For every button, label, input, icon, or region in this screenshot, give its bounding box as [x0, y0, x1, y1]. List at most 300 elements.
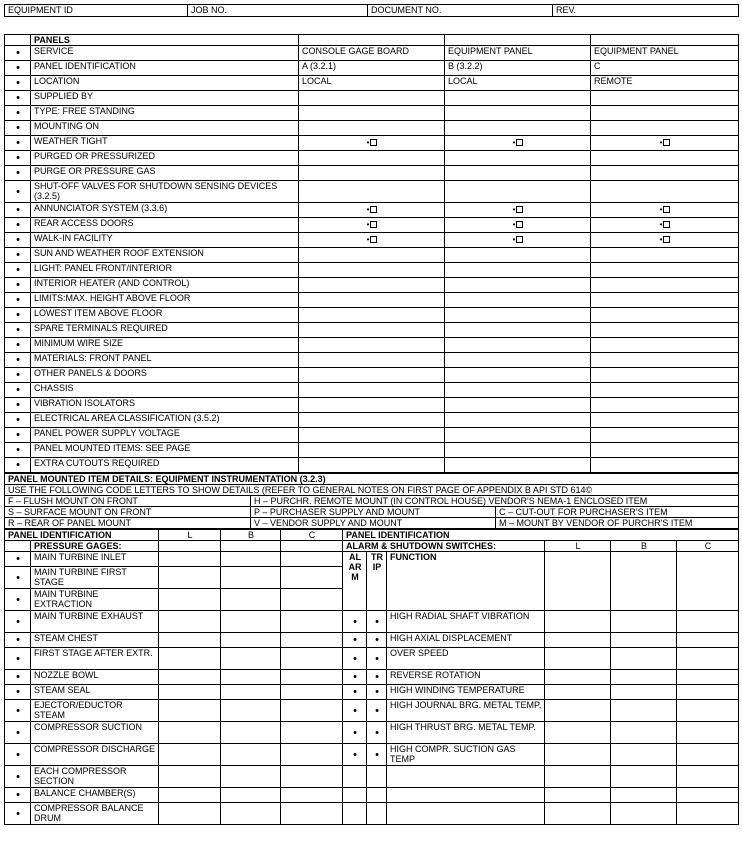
panel-a-value[interactable]	[299, 458, 445, 473]
bullet-icon: •	[5, 700, 31, 722]
alarm-bullet-icon[interactable]: •	[343, 633, 367, 648]
panel-c-value[interactable]	[591, 106, 739, 121]
gage-value[interactable]	[159, 685, 221, 700]
alarm-bullet-icon[interactable]: •	[343, 744, 367, 766]
panels-row-label: PURGE OR PRESSURE GAS	[31, 166, 299, 181]
panels-row	[5, 338, 739, 353]
gage-value[interactable]	[281, 766, 343, 788]
panel-c-value[interactable]	[591, 368, 739, 383]
panels-row	[5, 263, 739, 278]
switch-blank[interactable]	[545, 788, 611, 803]
panel-c-value[interactable]: C	[591, 61, 739, 76]
bullet-icon: •	[5, 323, 31, 338]
panel-a-value[interactable]	[299, 383, 445, 398]
trip-bullet-icon[interactable]: •	[367, 700, 387, 722]
panels-row-label: MOUNTING ON	[31, 121, 299, 136]
gage-value[interactable]	[159, 722, 221, 744]
switches-col-c: C	[677, 541, 739, 552]
panel-c-value[interactable]	[591, 353, 739, 368]
panel-c-value[interactable]	[591, 248, 739, 263]
panels-row-label: MATERIALS: FRONT PANEL	[31, 353, 299, 368]
gage-value[interactable]	[281, 567, 343, 589]
panel-a-value[interactable]	[299, 428, 445, 443]
panel-b-value[interactable]	[445, 218, 591, 233]
bullet-icon: •	[366, 138, 370, 147]
gage-value[interactable]	[221, 567, 281, 589]
gage-value[interactable]	[281, 648, 343, 670]
panels-row	[5, 323, 739, 338]
panel-b-value[interactable]	[445, 248, 591, 263]
gage-value[interactable]	[281, 552, 343, 567]
checkbox-icon[interactable]	[663, 221, 670, 228]
switch-function: HIGH COMPR. SUCTION GAS TEMP	[387, 744, 545, 766]
panel-a-value[interactable]	[299, 203, 445, 218]
gages-row	[5, 722, 739, 744]
gage-value[interactable]	[159, 611, 221, 633]
trip-bullet-icon[interactable]: •	[367, 722, 387, 744]
gage-label: FIRST STAGE AFTER EXTR.	[31, 648, 159, 670]
gage-value[interactable]	[159, 589, 221, 611]
gages-row	[5, 744, 739, 766]
bullet-icon: •	[5, 398, 31, 413]
details-table	[4, 473, 739, 529]
panel-c-value[interactable]	[591, 278, 739, 293]
code-p: P – PURCHASER SUPPLY AND MOUNT	[251, 507, 496, 518]
bullet-icon: •	[5, 106, 31, 121]
switch-value[interactable]	[545, 670, 611, 685]
alarm-bullet-icon[interactable]: •	[343, 670, 367, 685]
bullet-icon: •	[5, 611, 31, 633]
gage-value[interactable]	[221, 589, 281, 611]
panel-b-value[interactable]	[445, 323, 591, 338]
switch-blank[interactable]	[343, 766, 367, 788]
gage-value[interactable]	[159, 803, 221, 825]
switch-blank[interactable]	[387, 788, 545, 803]
panel-a-value[interactable]	[299, 151, 445, 166]
panel-a-value[interactable]	[299, 263, 445, 278]
switch-blank[interactable]	[545, 766, 611, 788]
gage-value[interactable]	[221, 722, 281, 744]
gage-value[interactable]	[221, 685, 281, 700]
switch-blank[interactable]	[611, 788, 677, 803]
gage-value[interactable]	[221, 670, 281, 685]
gage-value[interactable]	[221, 788, 281, 803]
gages-row	[5, 552, 739, 567]
panels-title: PANELS	[31, 35, 299, 46]
panel-c-value[interactable]	[591, 136, 739, 151]
gage-value[interactable]	[281, 803, 343, 825]
checkbox-icon[interactable]	[516, 236, 523, 243]
panel-c-value[interactable]	[591, 323, 739, 338]
panel-a-value[interactable]	[299, 323, 445, 338]
panels-row	[5, 383, 739, 398]
panels-row-label: OTHER PANELS & DOORS	[31, 368, 299, 383]
gage-blank[interactable]	[159, 541, 221, 552]
checkbox-icon[interactable]	[663, 206, 670, 213]
code-v: V – VENDOR SUPPLY AND MOUNT	[251, 518, 496, 529]
panels-row	[5, 308, 739, 323]
panel-b-value[interactable]	[445, 443, 591, 458]
panels-row	[5, 121, 739, 136]
panel-a-value[interactable]	[299, 166, 445, 181]
panel-b-value[interactable]: LOCAL	[445, 76, 591, 91]
panel-b-value[interactable]	[445, 278, 591, 293]
switch-value[interactable]	[611, 722, 677, 744]
alarm-bullet-icon[interactable]: •	[343, 700, 367, 722]
switch-function: HIGH WINDING TEMPERATURE	[387, 685, 545, 700]
panel-a-value[interactable]	[299, 233, 445, 248]
rev-field[interactable]: REV.	[553, 5, 739, 17]
gage-value[interactable]	[159, 567, 221, 589]
switch-value[interactable]	[611, 633, 677, 648]
switch-value[interactable]	[545, 611, 611, 633]
panel-c-value[interactable]	[591, 203, 739, 218]
gage-value[interactable]	[159, 552, 221, 567]
gages-title: PRESSURE GAGES:	[31, 541, 159, 552]
panel-a-value[interactable]	[299, 248, 445, 263]
panel-c-value[interactable]	[591, 218, 739, 233]
switch-function: HIGH AXIAL DISPLACEMENT	[387, 633, 545, 648]
gage-value[interactable]	[281, 611, 343, 633]
checkbox-icon[interactable]	[663, 236, 670, 243]
gage-value[interactable]	[221, 633, 281, 648]
switch-blank[interactable]	[367, 788, 387, 803]
code-m: M – MOUNT BY VENDOR OF PURCHR'S ITEM	[496, 518, 739, 529]
bullet-icon: •	[5, 263, 31, 278]
gage-value[interactable]	[281, 633, 343, 648]
trip-bullet-icon[interactable]: •	[367, 648, 387, 670]
panel-a-value[interactable]	[299, 338, 445, 353]
function-header: FUNCTION	[387, 552, 545, 611]
panels-row	[5, 278, 739, 293]
panel-b-value[interactable]	[445, 308, 591, 323]
gage-label: BALANCE CHAMBER(S)	[31, 788, 159, 803]
switch-value[interactable]	[677, 685, 739, 700]
switch-blank[interactable]	[611, 552, 677, 611]
trip-bullet-icon[interactable]: •	[367, 685, 387, 700]
panel-c-value[interactable]	[591, 263, 739, 278]
panel-a-value[interactable]	[299, 413, 445, 428]
switch-blank[interactable]	[367, 803, 387, 825]
panel-a-value[interactable]	[299, 443, 445, 458]
gages-row	[5, 611, 739, 633]
panels-row-label: REAR ACCESS DOORS	[31, 218, 299, 233]
panel-c-value[interactable]	[591, 398, 739, 413]
switch-value[interactable]	[677, 611, 739, 633]
panel-a-value[interactable]	[299, 121, 445, 136]
checkbox-icon[interactable]	[370, 206, 377, 213]
trip-bullet-icon[interactable]: •	[367, 670, 387, 685]
bullet-icon: •	[5, 552, 31, 567]
panel-a-value[interactable]	[299, 278, 445, 293]
gage-value[interactable]	[159, 648, 221, 670]
checkbox-icon[interactable]	[516, 206, 523, 213]
bullet-icon: •	[5, 413, 31, 428]
switch-value[interactable]	[611, 611, 677, 633]
panel-c-value[interactable]: EQUIPMENT PANEL	[591, 46, 739, 61]
panel-b-value[interactable]	[445, 203, 591, 218]
gage-value[interactable]	[281, 722, 343, 744]
panel-b-value[interactable]: EQUIPMENT PANEL	[445, 46, 591, 61]
panels-row	[5, 398, 739, 413]
gage-label: STEAM CHEST	[31, 633, 159, 648]
panels-row-label: PANEL POWER SUPPLY VOLTAGE	[31, 428, 299, 443]
panel-a-value[interactable]: A (3.2.1)	[299, 61, 445, 76]
panel-a-value[interactable]	[299, 353, 445, 368]
panel-b-value[interactable]	[445, 263, 591, 278]
gage-value[interactable]	[221, 611, 281, 633]
trip-bullet-icon[interactable]: •	[367, 744, 387, 766]
switch-value[interactable]	[545, 700, 611, 722]
switch-value[interactable]	[611, 685, 677, 700]
gage-label: COMPRESSOR SUCTION	[31, 722, 159, 744]
gages-row	[5, 803, 739, 825]
gages-col-b: B	[221, 530, 281, 541]
panel-b-value[interactable]	[445, 91, 591, 106]
panel-c-value[interactable]	[591, 443, 739, 458]
checkbox-icon[interactable]	[370, 139, 377, 146]
panels-row-label: VIBRATION ISOLATORS	[31, 398, 299, 413]
bullet-icon: •	[366, 235, 370, 244]
switch-blank[interactable]	[343, 803, 367, 825]
gages-row	[5, 788, 739, 803]
panel-c-value[interactable]: REMOTE	[591, 76, 739, 91]
panel-c-value[interactable]	[591, 338, 739, 353]
panel-b-value[interactable]	[445, 338, 591, 353]
checkbox-icon[interactable]	[663, 139, 670, 146]
panels-row	[5, 136, 739, 151]
panels-row	[5, 233, 739, 248]
switch-value[interactable]	[677, 722, 739, 744]
bullet-icon: •	[5, 121, 31, 136]
gage-label: MAIN TURBINE EXTRACTION	[31, 589, 159, 611]
gage-value[interactable]	[159, 700, 221, 722]
code-h: H – PURCHR. REMOTE MOUNT (IN CONTROL HOUSE) VENDOR'S NEMA-1 ENCLOSED ITEM	[251, 496, 739, 507]
panels-row	[5, 166, 739, 181]
panels-row	[5, 293, 739, 308]
gages-col-l: L	[159, 530, 221, 541]
panels-row-label: SUN AND WEATHER ROOF EXTENSION	[31, 248, 299, 263]
panel-c-value[interactable]	[591, 91, 739, 106]
panel-c-value[interactable]	[591, 428, 739, 443]
switch-value[interactable]	[677, 670, 739, 685]
panel-b-value[interactable]	[445, 383, 591, 398]
panel-b-value[interactable]	[445, 136, 591, 151]
panel-b-value[interactable]	[445, 428, 591, 443]
switch-blank[interactable]	[611, 803, 677, 825]
panel-b-value[interactable]	[445, 353, 591, 368]
gage-value[interactable]	[221, 700, 281, 722]
panel-b-value[interactable]	[445, 293, 591, 308]
switch-value[interactable]	[677, 648, 739, 670]
gages-title-row	[5, 541, 739, 552]
gage-value[interactable]	[281, 744, 343, 766]
panel-b-value[interactable]	[445, 458, 591, 473]
gages-row	[5, 685, 739, 700]
gage-value[interactable]	[281, 700, 343, 722]
checkbox-icon[interactable]	[516, 221, 523, 228]
panels-row-label: CHASSIS	[31, 383, 299, 398]
gage-value[interactable]	[221, 803, 281, 825]
panels-row-label: SERVICE	[31, 46, 299, 61]
panel-c-value[interactable]	[591, 293, 739, 308]
gage-value[interactable]	[159, 633, 221, 648]
alarm-header: ALARM	[343, 552, 367, 611]
panel-b-value[interactable]	[445, 166, 591, 181]
gage-value[interactable]	[281, 589, 343, 611]
panel-c-value[interactable]	[591, 458, 739, 473]
panels-row	[5, 353, 739, 368]
panel-c-value[interactable]	[591, 308, 739, 323]
panel-a-value[interactable]	[299, 181, 445, 203]
panel-b-value[interactable]	[445, 368, 591, 383]
panel-c-value[interactable]	[591, 121, 739, 136]
gage-value[interactable]	[221, 648, 281, 670]
panel-a-value[interactable]	[299, 136, 445, 151]
switch-value[interactable]	[545, 744, 611, 766]
switch-value[interactable]	[677, 744, 739, 766]
gage-value[interactable]	[159, 788, 221, 803]
alarm-bullet-icon[interactable]: •	[343, 648, 367, 670]
switch-value[interactable]	[545, 633, 611, 648]
switch-blank[interactable]	[343, 788, 367, 803]
panel-c-value[interactable]	[591, 233, 739, 248]
panel-a-value[interactable]	[299, 106, 445, 121]
panel-c-value[interactable]	[591, 383, 739, 398]
bullet-icon: •	[5, 368, 31, 383]
panel-a-value[interactable]: LOCAL	[299, 76, 445, 91]
switch-value[interactable]	[611, 700, 677, 722]
switch-value[interactable]	[677, 700, 739, 722]
switch-value[interactable]	[611, 744, 677, 766]
switch-function: HIGH RADIAL SHAFT VIBRATION	[387, 611, 545, 633]
switch-blank[interactable]	[677, 788, 739, 803]
panels-row-label: PURGED OR PRESSURIZED	[31, 151, 299, 166]
gages-col-c: C	[281, 530, 343, 541]
panel-c-value[interactable]	[591, 166, 739, 181]
alarm-bullet-icon[interactable]: •	[343, 685, 367, 700]
panel-b-value[interactable]	[445, 106, 591, 121]
panel-b-value[interactable]	[445, 233, 591, 248]
panels-row	[5, 218, 739, 233]
bullet-icon: •	[5, 151, 31, 166]
panels-table	[4, 34, 739, 473]
panel-b-value[interactable]	[445, 181, 591, 203]
details-instruction: USE THE FOLLOWING CODE LETTERS TO SHOW DETAILS (REFER TO GENERAL NOTES ON FIRST PAGE OF APPENDIX B API STD 614©	[5, 485, 739, 496]
switch-function: OVER SPEED	[387, 648, 545, 670]
switch-blank[interactable]	[367, 766, 387, 788]
panels-row-label: SPARE TERMINALS REQUIRED	[31, 323, 299, 338]
gage-value[interactable]	[159, 766, 221, 788]
gage-value[interactable]	[159, 670, 221, 685]
switch-blank[interactable]	[677, 803, 739, 825]
switch-value[interactable]	[677, 633, 739, 648]
panel-a-value[interactable]	[299, 368, 445, 383]
panel-a-value[interactable]	[299, 308, 445, 323]
panel-a-value[interactable]	[299, 91, 445, 106]
switch-value[interactable]	[611, 648, 677, 670]
job-no-field[interactable]: JOB NO.	[188, 5, 368, 17]
gages-row	[5, 648, 739, 670]
switch-blank[interactable]	[545, 552, 611, 611]
gages-row	[5, 670, 739, 685]
trip-bullet-icon[interactable]: •	[367, 633, 387, 648]
panel-a-value[interactable]	[299, 398, 445, 413]
panel-c-value[interactable]	[591, 413, 739, 428]
panel-b-value[interactable]	[445, 413, 591, 428]
checkbox-icon[interactable]	[516, 139, 523, 146]
panel-a-value[interactable]	[299, 218, 445, 233]
panel-b-value[interactable]	[445, 121, 591, 136]
gage-value[interactable]	[159, 744, 221, 766]
checkbox-icon[interactable]	[370, 236, 377, 243]
panel-a-value[interactable]	[299, 293, 445, 308]
panel-c-value[interactable]	[591, 151, 739, 166]
switch-blank[interactable]	[545, 803, 611, 825]
panels-row	[5, 76, 739, 91]
code-s: S – SURFACE MOUNT ON FRONT	[5, 507, 251, 518]
switch-value[interactable]	[611, 670, 677, 685]
gage-value[interactable]	[221, 744, 281, 766]
switches-col-l: L	[545, 541, 611, 552]
gage-blank[interactable]	[221, 541, 281, 552]
switch-blank[interactable]	[387, 766, 545, 788]
gage-value[interactable]	[281, 670, 343, 685]
checkbox-icon[interactable]	[370, 221, 377, 228]
equipment-id-field[interactable]: EQUIPMENT ID	[5, 5, 188, 17]
gage-label: NOZZLE BOWL	[31, 670, 159, 685]
bullet-icon: •	[5, 633, 31, 648]
switches-title: ALARM & SHUTDOWN SWITCHES:	[343, 541, 545, 552]
switch-value[interactable]	[545, 685, 611, 700]
gage-value[interactable]	[221, 552, 281, 567]
bullet-icon: •	[5, 233, 31, 248]
switch-blank[interactable]	[677, 766, 739, 788]
bullet-icon: •	[5, 218, 31, 233]
panel-c-value[interactable]	[591, 181, 739, 203]
code-r: R – REAR OF PANEL MOUNT	[5, 518, 251, 529]
gage-label: MAIN TURBINE EXHAUST	[31, 611, 159, 633]
document-no-field[interactable]: DOCUMENT NO.	[368, 5, 553, 17]
bullet-icon: •	[5, 61, 31, 76]
switch-value[interactable]	[545, 648, 611, 670]
gages-panel-id: PANEL IDENTIFICATION	[5, 530, 159, 541]
panel-a-value[interactable]: CONSOLE GAGE BOARD	[299, 46, 445, 61]
bullet-icon: •	[5, 181, 31, 203]
gage-value[interactable]	[281, 685, 343, 700]
trip-bullet-icon[interactable]: •	[367, 611, 387, 633]
gage-value[interactable]	[281, 788, 343, 803]
panel-b-value[interactable]	[445, 398, 591, 413]
switch-blank[interactable]	[387, 803, 545, 825]
bullet-cell	[5, 541, 31, 552]
gage-value[interactable]	[221, 766, 281, 788]
bullet-icon: •	[5, 383, 31, 398]
bullet-icon: •	[5, 788, 31, 803]
gage-blank[interactable]	[281, 541, 343, 552]
switch-blank[interactable]	[611, 766, 677, 788]
gages-row	[5, 766, 739, 788]
gages-switches-table	[4, 529, 739, 825]
panel-b-value[interactable]: B (3.2.2)	[445, 61, 591, 76]
switch-value[interactable]	[545, 722, 611, 744]
alarm-bullet-icon[interactable]: •	[343, 611, 367, 633]
alarm-bullet-icon[interactable]: •	[343, 722, 367, 744]
bullet-icon: •	[5, 338, 31, 353]
panels-row-label: LOCATION	[31, 76, 299, 91]
switch-blank[interactable]	[677, 552, 739, 611]
panel-b-value[interactable]	[445, 151, 591, 166]
